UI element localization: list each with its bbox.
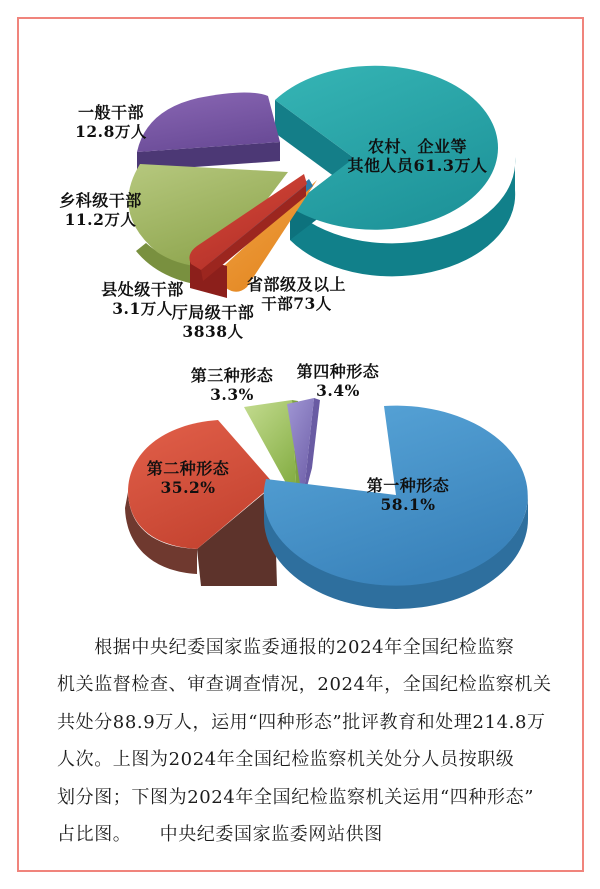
- pie1-label-provincial-name: 省部级及以上: [246, 275, 346, 294]
- caption-line: 人次。上图为2024年全国纪检监察机关处分人员按职级: [57, 749, 515, 771]
- pie1-label-general: [48, 103, 174, 141]
- pie2-label-form1-value: 58.1%: [380, 495, 436, 514]
- caption-paragraph: [57, 629, 552, 853]
- pie1-label-bureau-value: 3838人: [182, 322, 244, 341]
- pie1-label-township: [38, 191, 163, 229]
- caption-line: 划分图；下图为2024年全国纪检监察机关运用“四种形态”: [57, 786, 535, 808]
- pie1-label-township-name: 乡科级干部: [59, 191, 142, 210]
- pie2-label-form2-name: 第二种形态: [146, 459, 230, 478]
- caption-line: 占比图。 中央纪委国家监委网站供图: [57, 824, 383, 846]
- pie1-label-rural: [330, 137, 505, 175]
- caption-line: 共处分88.9万人，运用“四种形态”批评教育和处理214.8万: [57, 711, 546, 733]
- pie2-label-form3-value: 3.3%: [210, 385, 254, 404]
- pie2-label-form4-name: 第四种形态: [296, 362, 380, 381]
- pie2-label-form1-name: 第一种形态: [366, 476, 450, 495]
- pie2-label-form1: [340, 476, 476, 514]
- pie2-label-form2: [118, 459, 258, 497]
- pie1-label-township-value: 11.2万人: [64, 210, 137, 229]
- pie1-label-county-name: 县处级干部: [101, 280, 184, 299]
- pie1-label-provincial: [234, 275, 359, 313]
- pie1-label-general-value: 12.8万人: [75, 122, 147, 141]
- pie1-label-general-name: 一般干部: [77, 103, 144, 122]
- pie2-label-form2-value: 35.2%: [160, 478, 216, 497]
- pie2-label-form4-value: 3.4%: [316, 381, 360, 400]
- pie2-label-form4: [276, 362, 400, 400]
- pie1-label-provincial-value: 干部73人: [261, 294, 332, 313]
- caption-line: 机关监督检查、审查调查情况，2024年，全国纪检监察机关: [57, 674, 552, 696]
- pie1-label-rural-name: 农村、企业等: [367, 137, 467, 156]
- pie1-label-bureau-name: 厅局级干部: [171, 303, 255, 322]
- pie2-label-form3-name: 第三种形态: [190, 366, 274, 385]
- pie1-label-county-value: 3.1万人: [112, 299, 173, 318]
- caption-line: 根据中央纪委国家监委通报的2024年全国纪检监察: [57, 637, 515, 658]
- pie1-label-rural-value: 其他人员61.3万人: [347, 156, 488, 175]
- pie1-personnel-by-rank: [128, 66, 515, 298]
